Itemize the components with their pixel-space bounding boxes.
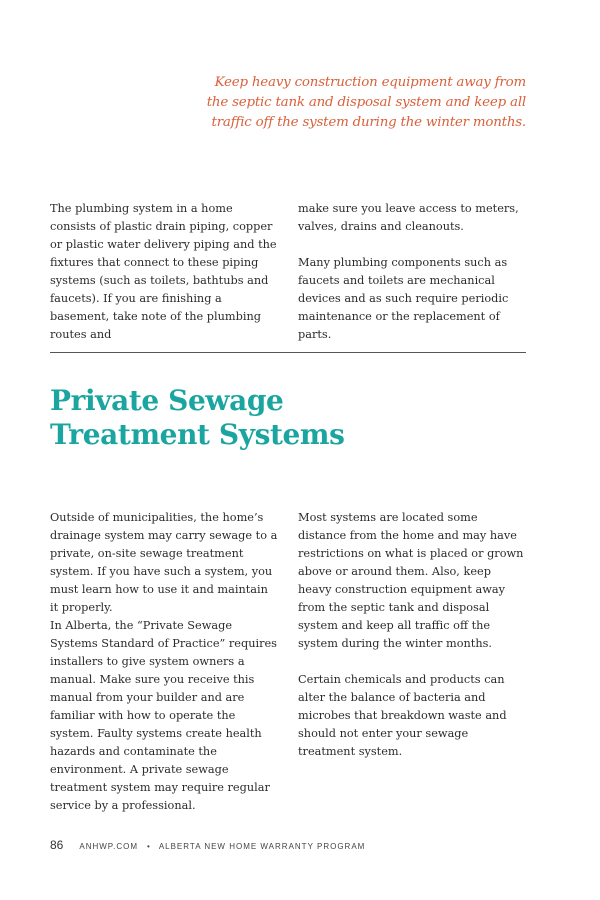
section-heading-line: Treatment Systems bbox=[50, 418, 345, 451]
pull-quote-line: traffic off the system during the winter months. bbox=[211, 115, 526, 130]
footer-website-link[interactable]: ANHWP.COM bbox=[79, 842, 138, 851]
body-paragraph: In Alberta, the “Private Sewage Systems Standard of Practice” requires installers to give system owners a manual. Make sure you receive this manual from your builder and are familiar with how to operate the system. Faulty systems create health hazards and contaminate the environment. A private sewage treatment system may require regular service by a professional. bbox=[50, 619, 277, 812]
body-paragraph: Most systems are located some distance from the home and may have restrictions on what is placed or grown above or around them. Also, keep heavy construction equipment away from the septic tank and disposal system and keep all traffic off the system during the winter months. bbox=[298, 511, 524, 650]
pull-quote-line: Keep heavy construction equipment away from bbox=[214, 75, 526, 90]
pull-quote bbox=[200, 73, 526, 133]
page-number: 86 bbox=[50, 838, 64, 852]
body-paragraph: Many plumbing components such as faucets and toilets are mechanical devices and as such require periodic maintenance or the replacement of parts. bbox=[298, 256, 509, 341]
sewage-section bbox=[50, 509, 526, 815]
body-paragraph: Outside of municipalities, the home’s drainage system may carry sewage to a private, on-site sewage treatment system. If you have such a system, you must learn how to use it and maintain it properly. bbox=[50, 511, 278, 614]
section-divider bbox=[50, 352, 526, 353]
body-paragraph: make sure you leave access to meters, valves, drains and cleanouts. bbox=[298, 202, 519, 233]
plumbing-left-column bbox=[50, 200, 278, 344]
sewage-left-column bbox=[50, 509, 278, 815]
pull-quote-line: the septic tank and disposal system and keep all bbox=[206, 95, 526, 110]
body-paragraph: Certain chemicals and products can alter the balance of bacteria and microbes that breakdown waste and should not enter your sewage treatment system. bbox=[298, 673, 507, 758]
sewage-right-column bbox=[298, 509, 526, 815]
section-heading bbox=[50, 384, 345, 452]
body-paragraph: The plumbing system in a home consists of plastic drain piping, copper or plastic water delivery piping and the fixtures that connect to these piping systems (such as toilets, bathtubs and faucets). If you are finishing a basement, take note of the plumbing routes and bbox=[50, 202, 277, 341]
footer-separator: • bbox=[147, 842, 150, 851]
footer-organization: ALBERTA NEW HOME WARRANTY PROGRAM bbox=[158, 842, 366, 851]
page-footer bbox=[50, 838, 365, 852]
plumbing-section bbox=[50, 200, 526, 344]
plumbing-right-column bbox=[298, 200, 526, 344]
section-heading-line: Private Sewage bbox=[50, 384, 284, 417]
